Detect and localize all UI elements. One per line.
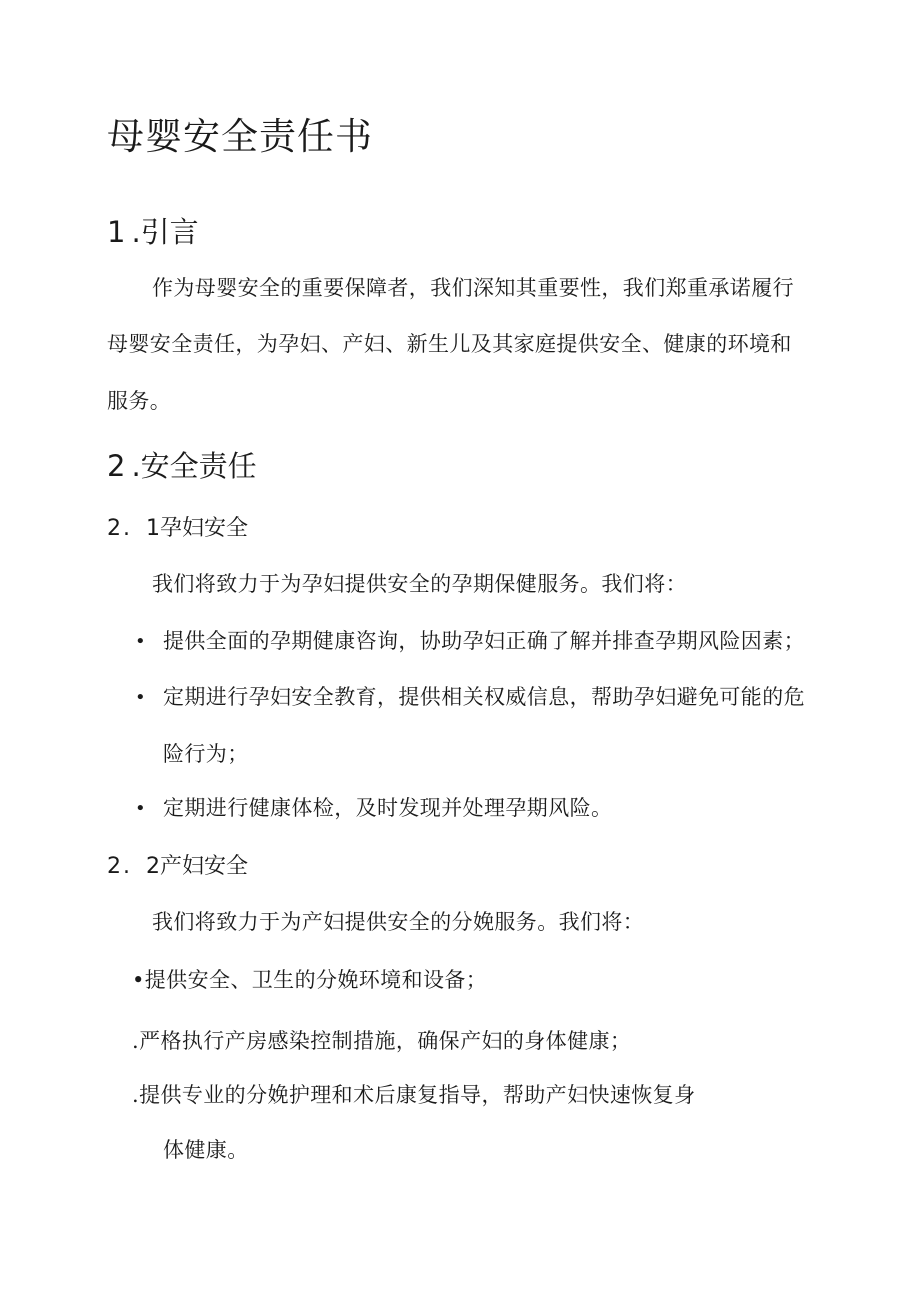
subsection-2-1-number: 2. — [107, 516, 132, 541]
bullet-marker: • — [135, 631, 146, 652]
section-1-paragraph-line-3: 服务。 — [107, 389, 172, 413]
page-title: 母婴安全责任书 — [107, 115, 373, 158]
section-1-number: 1 — [107, 215, 132, 249]
section-2-number: 2 — [107, 449, 132, 483]
subsection-2-2-title: 2产妇安全 — [146, 854, 248, 879]
subsection-2-2-intro: 我们将致力于为产妇提供安全的分娩服务。我们将： — [152, 910, 645, 934]
subsection-2-2-number: 2. — [107, 854, 132, 879]
list-item: .严格执行产房感染控制措施，确保产妇的身体健康； — [132, 1029, 632, 1053]
section-1-paragraph-line-1: 作为母婴安全的重要保障者，我们深知其重要性，我们郑重承诺履行 — [152, 276, 794, 300]
list-item-continuation: 体健康。 — [163, 1138, 249, 1162]
list-item: •提供安全、卫生的分娩环境和设备； — [132, 968, 488, 992]
list-item-continuation: 险行为； — [163, 742, 249, 766]
list-item: 定期进行健康体检，及时发现并处理孕期风险。 — [163, 796, 613, 820]
bullet-marker: • — [135, 687, 146, 708]
list-item: 提供全面的孕期健康咨询，协助孕妇正确了解并排查孕期风险因素； — [163, 629, 805, 653]
subsection-2-1-heading — [107, 518, 248, 540]
subsection-2-1-intro: 我们将致力于为孕妇提供安全的孕期保健服务。我们将： — [152, 572, 687, 596]
section-2-heading — [107, 449, 257, 483]
section-2-title: .安全责任 — [131, 449, 257, 483]
list-item: 定期进行孕妇安全教育，提供相关权威信息，帮助孕妇避免可能的危 — [163, 685, 805, 709]
subsection-2-1-title: 1孕妇安全 — [146, 516, 248, 541]
section-1-title: .引言 — [131, 215, 199, 249]
list-item: .提供专业的分娩护理和术后康复指导，帮助产妇快速恢复身 — [132, 1083, 696, 1107]
section-1-heading — [107, 215, 199, 249]
bullet-marker: • — [135, 798, 146, 819]
section-1-paragraph-line-2: 母婴安全责任，为孕妇、产妇、新生儿及其家庭提供安全、健康的环境和 — [107, 332, 792, 356]
subsection-2-2-heading — [107, 856, 248, 878]
